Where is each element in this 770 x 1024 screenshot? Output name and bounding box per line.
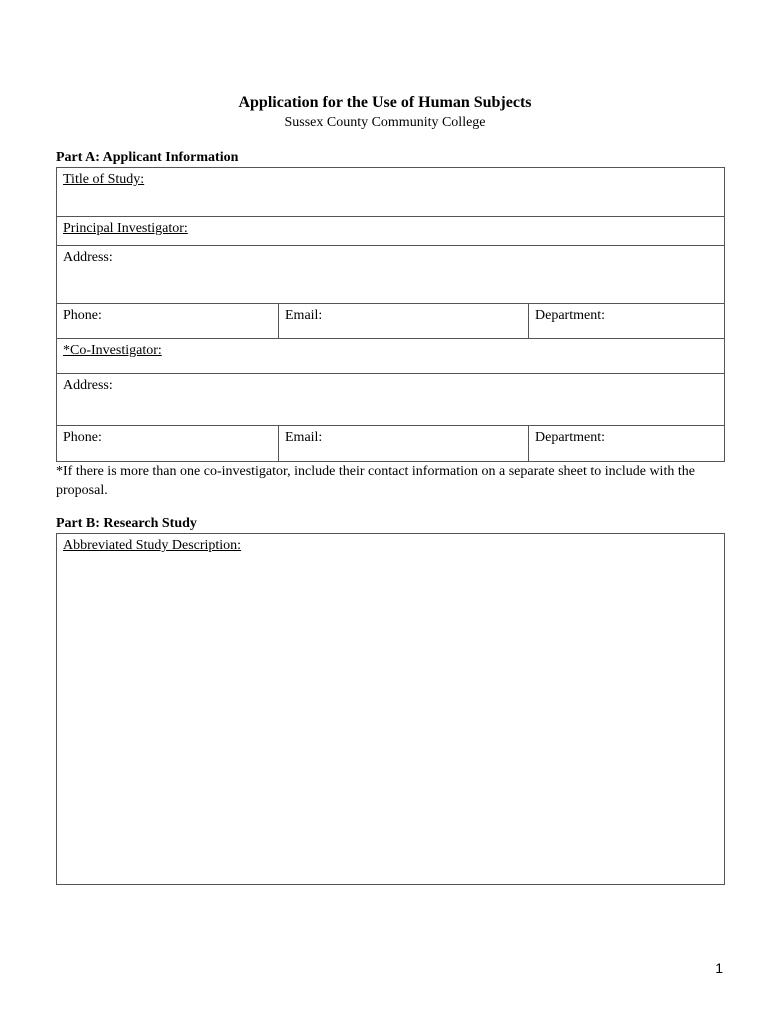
ci-department-cell[interactable] <box>528 426 724 461</box>
study-description-box[interactable] <box>56 533 725 885</box>
part-b-heading: Part B: Research Study <box>56 516 197 531</box>
ci-email-label: Email: <box>285 430 323 445</box>
applicant-info-table <box>56 167 725 462</box>
principal-investigator-row[interactable] <box>57 216 724 245</box>
pi-department-label: Department: <box>535 308 605 323</box>
pi-address-row[interactable] <box>57 245 724 303</box>
ci-contact-row <box>57 425 724 461</box>
ci-address-row[interactable] <box>57 373 724 425</box>
pi-contact-row <box>57 303 724 338</box>
co-investigator-label: *Co-Investigator: <box>63 343 162 358</box>
institution-name: Sussex County Community College <box>284 115 486 130</box>
title-of-study-label: Title of Study: <box>63 172 145 187</box>
page-number: 1 <box>715 960 723 976</box>
pi-email-label: Email: <box>285 308 323 323</box>
part-a-heading: Part A: Applicant Information <box>56 150 239 165</box>
ci-email-cell[interactable] <box>278 426 528 461</box>
pi-email-cell[interactable] <box>278 304 528 338</box>
ci-address-label: Address: <box>63 378 113 393</box>
principal-investigator-label: Principal Investigator: <box>63 221 188 236</box>
document-title: Application for the Use of Human Subjects <box>238 94 532 111</box>
pi-department-cell[interactable] <box>528 304 724 338</box>
pi-phone-label: Phone: <box>63 308 102 323</box>
co-investigator-row[interactable] <box>57 338 724 373</box>
co-investigator-footnote: *If there is more than one co-investigator, include their contact information on a separate sheet to include with the proposal. <box>56 464 695 498</box>
ci-department-label: Department: <box>535 430 605 445</box>
ci-phone-label: Phone: <box>63 430 102 445</box>
study-description-label: Abbreviated Study Description: <box>63 538 242 553</box>
pi-address-label: Address: <box>63 250 113 265</box>
ci-phone-cell[interactable] <box>57 426 278 461</box>
pi-phone-cell[interactable] <box>57 304 278 338</box>
title-of-study-row[interactable] <box>57 168 724 216</box>
